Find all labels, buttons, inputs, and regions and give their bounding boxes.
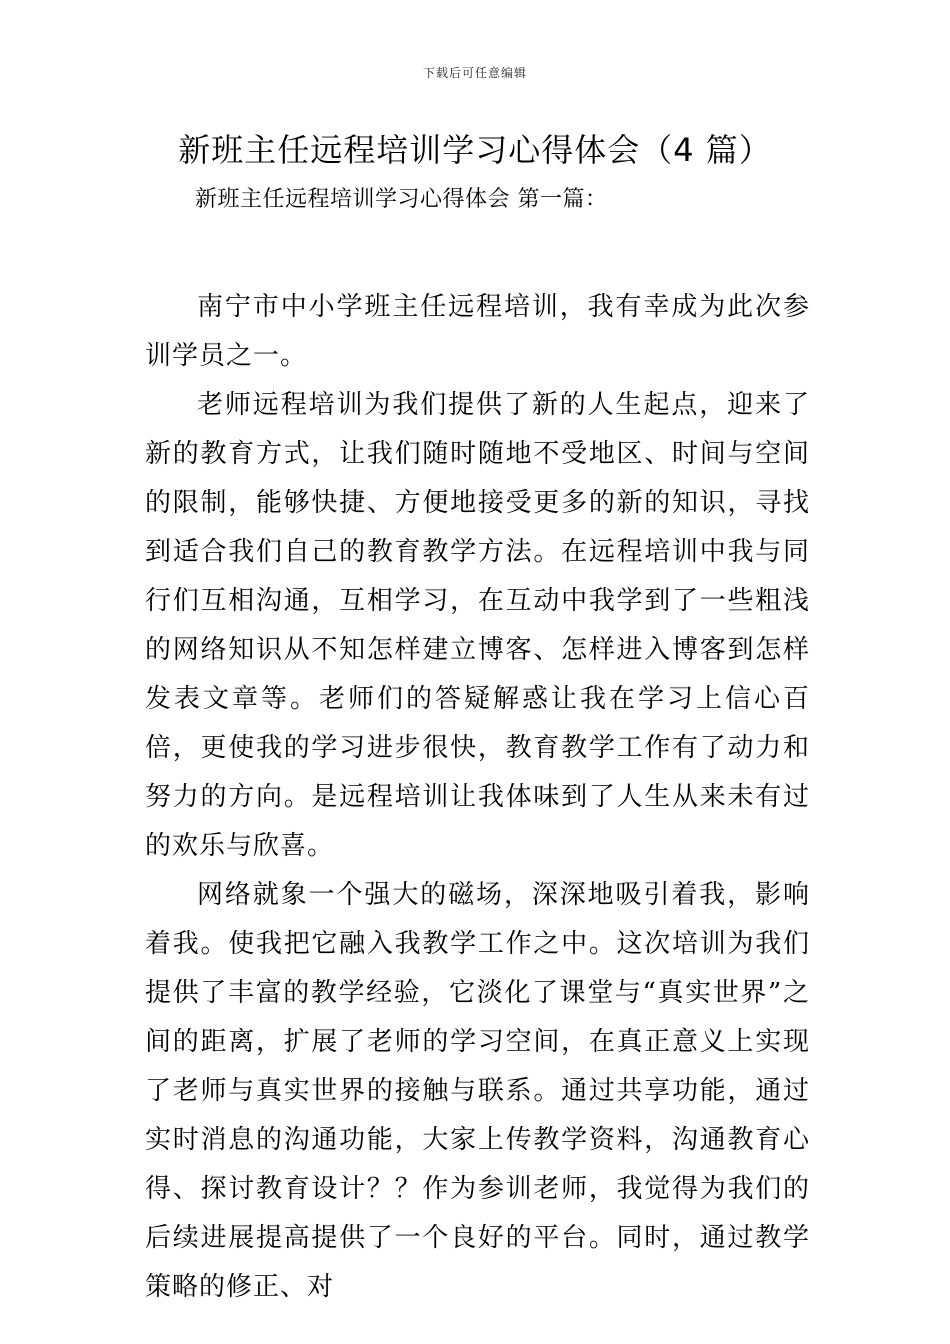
document-title: 新班主任远程培训学习心得体会（4 篇）	[178, 131, 772, 169]
body-paragraph: 网络就象一个强大的磁场，深深地吸引着我，影响着我。使我把它融入我教学工作之中。这次培训为我们提供了丰富的教学经验，它淡化了课堂与“真实世界”之间的距离，扩展了老师的学习空间，在真正意义上实现了老师与真实世界的接触与联系。通过共享功能，通过实时消息的沟通功能，大家上传教学资料，沟通教育心得、探讨教育设计？？作为参训老师，我觉得为我们的后续进展提高提供了一个良好的平台。同时，通过教学策略的修正、对	[145, 880, 810, 1302]
page-header-note: 下载后可任意编辑	[422, 66, 527, 80]
body-paragraph: 老师远程培训为我们提供了新的人生起点，迎来了新的教育方式，让我们随时随地不受地区、时间与空间的限制，能够快捷、方便地接受更多的新的知识，寻找到适合我们自己的教育教学方法。在远程培训中我与同行们互相沟通，互相学习，在互动中我学到了一些粗浅的网络知识从不知怎样建立博客、怎样进入博客到怎样发表文章等。老师们的答疑解惑让我在学习上信心百倍，更使我的学习进步很快，教育教学工作有了动力和努力的方向。是远程培训让我体味到了人生从来未有过的欢乐与欣喜。	[145, 390, 810, 861]
document-body	[145, 283, 810, 1312]
document-subtitle: 新班主任远程培训学习心得体会 第一篇：	[195, 187, 608, 212]
body-paragraph: 南宁市中小学班主任远程培训，我有幸成为此次参训学员之一。	[145, 292, 810, 371]
